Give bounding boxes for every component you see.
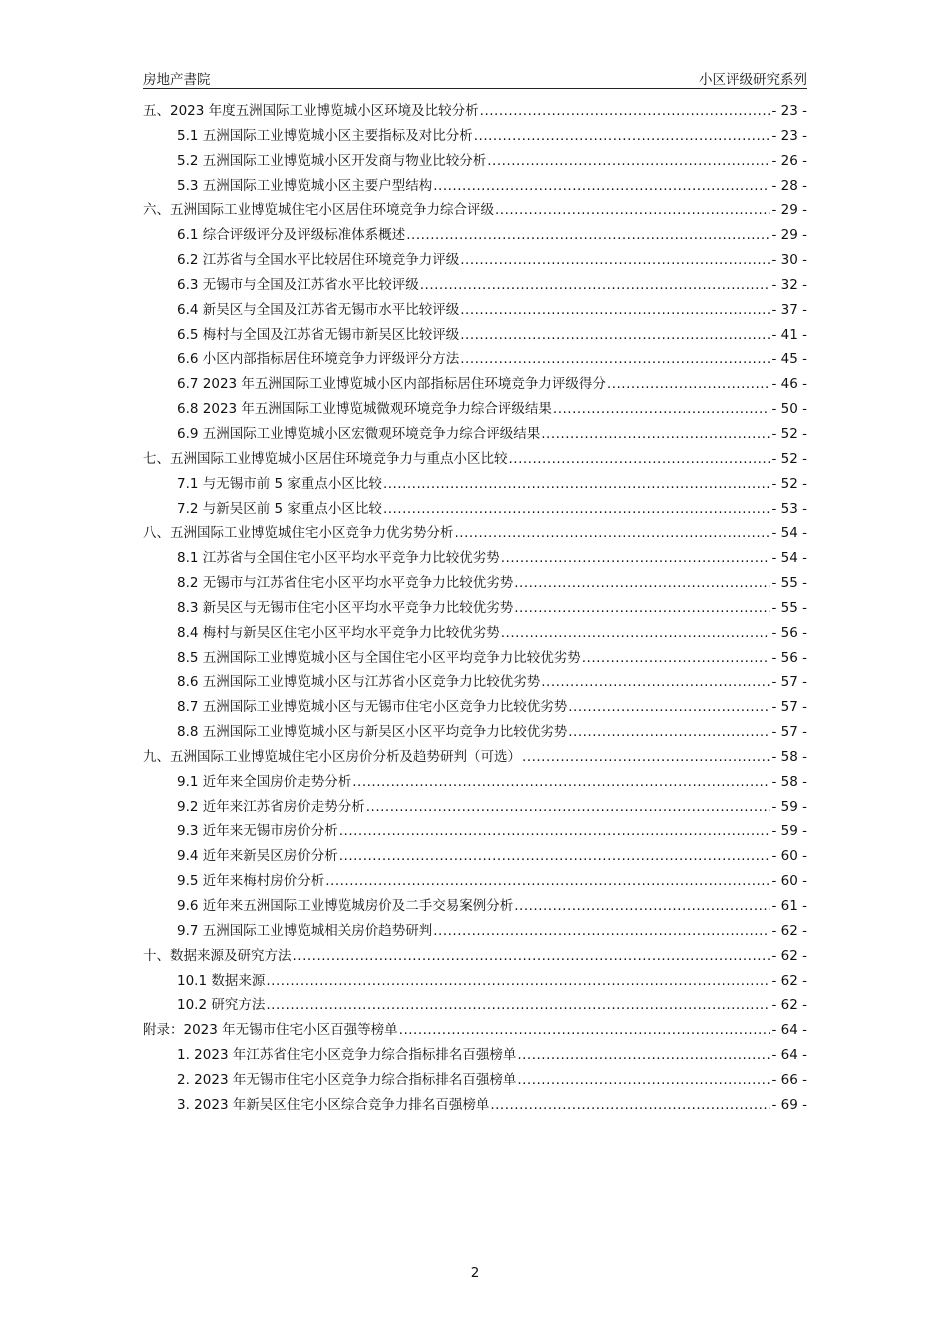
toc-dot-leader: [501, 550, 771, 566]
toc-entry-page: - 66 -: [771, 1071, 807, 1088]
table-of-contents: [143, 99, 807, 1118]
toc-entry-page: - 29 -: [771, 227, 807, 244]
page-number: 2: [470, 1265, 480, 1281]
toc-entry-page: - 64 -: [771, 1047, 807, 1064]
toc-entry-title: 6.1 综合评级评分及评级标准体系概述: [177, 227, 406, 244]
toc-dot-leader: [517, 1047, 770, 1063]
toc-dot-leader: [495, 202, 770, 218]
toc-section-entry[interactable]: [143, 223, 807, 248]
toc-entry-title: 9.3 近年来无锡市房价分析: [177, 823, 338, 840]
toc-entry-page: - 56 -: [771, 649, 807, 666]
toc-section-entry[interactable]: [143, 869, 807, 894]
toc-dot-leader: [517, 1072, 770, 1088]
toc-entry-page: - 58 -: [771, 773, 807, 790]
toc-entry-page: - 59 -: [771, 823, 807, 840]
toc-entry-title: 7.1 与无锡市前 5 家重点小区比较: [177, 475, 382, 492]
toc-entry-title: 8.1 江苏省与全国住宅小区平均水平竞争力比较优劣势: [177, 550, 500, 567]
toc-entry-page: - 23 -: [771, 103, 807, 119]
toc-dot-leader: [325, 873, 770, 889]
toc-entry-page: - 56 -: [771, 624, 807, 641]
toc-entry-title: 8.8 五洲国际工业博览城小区与新吴区小区平均竞争力比较优劣势: [177, 724, 568, 741]
toc-dot-leader: [501, 625, 771, 641]
toc-section-entry[interactable]: [143, 993, 807, 1018]
toc-dot-leader: [460, 252, 770, 268]
toc-chapter-entry[interactable]: [143, 521, 807, 546]
toc-section-entry[interactable]: [143, 422, 807, 447]
toc-entry-page: - 55 -: [771, 599, 807, 616]
toc-dot-leader: [553, 401, 771, 417]
toc-dot-leader: [293, 948, 771, 964]
toc-entry-page: - 64 -: [771, 1022, 807, 1039]
toc-dot-leader: [352, 774, 770, 790]
page-header: [143, 66, 807, 89]
toc-entry-page: - 23 -: [771, 127, 807, 144]
toc-section-entry[interactable]: [143, 720, 807, 745]
toc-entry-page: - 54 -: [771, 525, 807, 542]
toc-entry-page: - 55 -: [771, 575, 807, 592]
toc-dot-leader: [490, 1097, 770, 1113]
toc-entry-page: - 54 -: [771, 550, 807, 567]
toc-chapter-entry[interactable]: [143, 99, 807, 124]
toc-dot-leader: [433, 178, 770, 194]
toc-entry-page: - 53 -: [771, 500, 807, 517]
toc-dot-leader: [522, 749, 770, 765]
toc-dot-leader: [514, 898, 770, 914]
toc-entry-title: 7.2 与新吴区前 5 家重点小区比较: [177, 500, 382, 517]
toc-entry-title: 10.1 数据来源: [177, 972, 266, 989]
toc-entry-title: 8.7 五洲国际工业博览城小区与无锡市住宅小区竞争力比较优劣势: [177, 699, 568, 716]
toc-entry-page: - 52 -: [771, 425, 807, 442]
toc-chapter-entry[interactable]: [143, 1018, 807, 1043]
toc-chapter-entry[interactable]: [143, 198, 807, 223]
toc-section-entry[interactable]: [143, 347, 807, 372]
toc-entry-page: - 57 -: [771, 724, 807, 741]
toc-dot-leader: [509, 451, 771, 467]
toc-entry-title: 10.2 研究方法: [177, 997, 266, 1014]
toc-entry-title: 八、五洲国际工业博览城住宅小区竞争力优劣势分析: [143, 525, 454, 542]
toc-entry-page: - 32 -: [771, 276, 807, 293]
toc-entry-title: 五、2023 年度五洲国际工业博览城小区环境及比较分析: [143, 103, 479, 119]
toc-chapter-entry[interactable]: [143, 745, 807, 770]
toc-dot-leader: [455, 525, 771, 541]
toc-section-entry[interactable]: [143, 646, 807, 671]
toc-entry-page: - 30 -: [771, 252, 807, 269]
toc-section-entry[interactable]: [143, 397, 807, 422]
toc-entry-title: 9.6 近年来五洲国际工业博览城房价及二手交易案例分析: [177, 898, 514, 914]
toc-section-entry[interactable]: [143, 1068, 807, 1093]
header-brand: 房地产書院: [143, 72, 211, 88]
toc-entry-title: 6.9 五洲国际工业博览城小区宏微观环境竞争力综合评级结果: [177, 425, 541, 442]
toc-dot-leader: [480, 103, 771, 119]
toc-section-entry[interactable]: [143, 497, 807, 522]
toc-entry-title: 6.8 2023 年五洲国际工业博览城微观环境竞争力综合评级结果: [177, 401, 552, 418]
toc-section-entry[interactable]: [143, 298, 807, 323]
toc-section-entry[interactable]: [143, 919, 807, 944]
toc-dot-leader: [607, 376, 771, 392]
toc-entry-title: 8.4 梅村与新吴区住宅小区平均水平竞争力比较优劣势: [177, 624, 500, 641]
toc-entry-page: - 57 -: [771, 674, 807, 691]
toc-dot-leader: [339, 823, 771, 839]
toc-entry-title: 5.2 五洲国际工业博览城小区开发商与物业比较分析: [177, 152, 487, 169]
toc-dot-leader: [266, 973, 770, 989]
toc-entry-page: - 41 -: [771, 326, 807, 343]
toc-entry-page: - 59 -: [771, 798, 807, 815]
toc-section-entry[interactable]: [143, 472, 807, 497]
toc-entry-page: - 69 -: [771, 1096, 807, 1113]
toc-dot-leader: [460, 351, 770, 367]
toc-entry-title: 9.2 近年来江苏省房价走势分析: [177, 798, 365, 815]
toc-entry-title: 6.4 新吴区与全国及江苏省无锡市水平比较评级: [177, 301, 460, 318]
toc-dot-leader: [420, 277, 771, 293]
toc-entry-title: 8.5 五洲国际工业博览城小区与全国住宅小区平均竞争力比较优劣势: [177, 649, 581, 666]
toc-entry-page: - 60 -: [771, 873, 807, 890]
toc-section-entry[interactable]: [143, 819, 807, 844]
toc-entry-title: 六、五洲国际工业博览城住宅小区居住环境竞争力综合评级: [143, 202, 494, 219]
toc-entry-page: - 60 -: [771, 848, 807, 865]
toc-section-entry[interactable]: [143, 571, 807, 596]
toc-entry-title: 1. 2023 年江苏省住宅小区竞争力综合指标排名百强榜单: [177, 1047, 517, 1064]
toc-entry-page: - 52 -: [771, 450, 807, 467]
toc-section-entry[interactable]: [143, 795, 807, 820]
toc-dot-leader: [383, 501, 771, 517]
toc-dot-leader: [582, 650, 771, 666]
toc-entry-title: 七、五洲国际工业博览城小区居住环境竞争力与重点小区比较: [143, 450, 508, 467]
toc-entry-page: - 46 -: [771, 376, 807, 393]
toc-entry-page: - 62 -: [771, 997, 807, 1014]
toc-dot-leader: [406, 227, 770, 243]
toc-entry-title: 九、五洲国际工业博览城住宅小区房价分析及趋势研判（可选）: [143, 748, 521, 765]
toc-entry-title: 9.1 近年来全国房价走势分析: [177, 773, 352, 790]
toc-entry-page: - 58 -: [771, 748, 807, 765]
toc-entry-page: - 37 -: [771, 301, 807, 318]
toc-entry-page: - 62 -: [771, 947, 807, 964]
toc-dot-leader: [514, 575, 770, 591]
toc-dot-leader: [399, 1022, 771, 1038]
toc-entry-page: - 29 -: [771, 202, 807, 219]
toc-entry-title: 3. 2023 年新吴区住宅小区综合竞争力排名百强榜单: [177, 1096, 490, 1113]
toc-dot-leader: [541, 426, 770, 442]
toc-entry-page: - 45 -: [771, 351, 807, 368]
toc-section-entry[interactable]: [143, 546, 807, 571]
toc-section-entry[interactable]: [143, 670, 807, 695]
toc-entry-page: - 52 -: [771, 475, 807, 492]
toc-entry-page: - 62 -: [771, 972, 807, 989]
toc-section-entry[interactable]: [143, 149, 807, 174]
toc-entry-title: 9.4 近年来新吴区房价分析: [177, 848, 338, 865]
toc-section-entry[interactable]: [143, 323, 807, 348]
toc-dot-leader: [366, 799, 771, 815]
toc-dot-leader: [487, 153, 770, 169]
toc-entry-title: 9.7 五洲国际工业博览城相关房价趋势研判: [177, 922, 433, 939]
toc-entry-title: 6.7 2023 年五洲国际工业博览城小区内部指标居住环境竞争力评级得分: [177, 376, 606, 393]
toc-dot-leader: [339, 848, 771, 864]
toc-entry-title: 附录：2023 年无锡市住宅小区百强等榜单: [143, 1022, 398, 1039]
toc-section-entry[interactable]: [143, 770, 807, 795]
toc-dot-leader: [433, 923, 770, 939]
toc-entry-title: 十、数据来源及研究方法: [143, 947, 292, 964]
toc-section-entry[interactable]: [143, 695, 807, 720]
toc-section-entry[interactable]: [143, 1093, 807, 1118]
toc-entry-page: - 61 -: [771, 898, 807, 914]
toc-dot-leader: [460, 302, 770, 318]
toc-entry-page: - 28 -: [771, 177, 807, 194]
toc-entry-title: 6.2 江苏省与全国水平比较居住环境竞争力评级: [177, 252, 460, 269]
toc-section-entry[interactable]: [143, 273, 807, 298]
toc-section-entry[interactable]: [143, 372, 807, 397]
toc-section-entry[interactable]: [143, 844, 807, 869]
toc-dot-leader: [460, 327, 770, 343]
toc-entry-page: - 26 -: [771, 152, 807, 169]
toc-dot-leader: [474, 128, 771, 144]
toc-dot-leader: [541, 674, 770, 690]
toc-entry-page: - 62 -: [771, 922, 807, 939]
toc-entry-page: - 57 -: [771, 699, 807, 716]
toc-dot-leader: [514, 600, 770, 616]
toc-dot-leader: [383, 476, 771, 492]
toc-entry-title: 6.5 梅村与全国及江苏省无锡市新吴区比较评级: [177, 326, 460, 343]
toc-section-entry[interactable]: [143, 969, 807, 994]
toc-dot-leader: [266, 997, 770, 1013]
toc-section-entry[interactable]: [143, 248, 807, 273]
toc-section-entry[interactable]: [143, 894, 807, 919]
toc-entry-title: 5.3 五洲国际工业博览城小区主要户型结构: [177, 177, 433, 194]
toc-dot-leader: [568, 724, 770, 740]
toc-entry-title: 8.6 五洲国际工业博览城小区与江苏省小区竞争力比较优劣势: [177, 674, 541, 691]
toc-dot-leader: [568, 699, 770, 715]
toc-entry-title: 6.6 小区内部指标居住环境竞争力评级评分方法: [177, 351, 460, 368]
toc-section-entry[interactable]: [143, 621, 807, 646]
toc-entry-title: 9.5 近年来梅村房价分析: [177, 873, 325, 890]
toc-entry-title: 5.1 五洲国际工业博览城小区主要指标及对比分析: [177, 127, 473, 144]
toc-section-entry[interactable]: [143, 124, 807, 149]
toc-section-entry[interactable]: [143, 1043, 807, 1068]
header-series-title: 小区评级研究系列: [699, 72, 807, 88]
toc-chapter-entry[interactable]: [143, 944, 807, 969]
toc-section-entry[interactable]: [143, 174, 807, 199]
toc-chapter-entry[interactable]: [143, 447, 807, 472]
toc-entry-title: 8.2 无锡市与江苏省住宅小区平均水平竞争力比较优劣势: [177, 575, 514, 592]
toc-entry-title: 6.3 无锡市与全国及江苏省水平比较评级: [177, 276, 419, 293]
toc-entry-title: 2. 2023 年无锡市住宅小区竞争力综合指标排名百强榜单: [177, 1071, 517, 1088]
toc-entry-page: - 50 -: [771, 401, 807, 418]
toc-entry-title: 8.3 新吴区与无锡市住宅小区平均水平竞争力比较优劣势: [177, 599, 514, 616]
toc-section-entry[interactable]: [143, 596, 807, 621]
